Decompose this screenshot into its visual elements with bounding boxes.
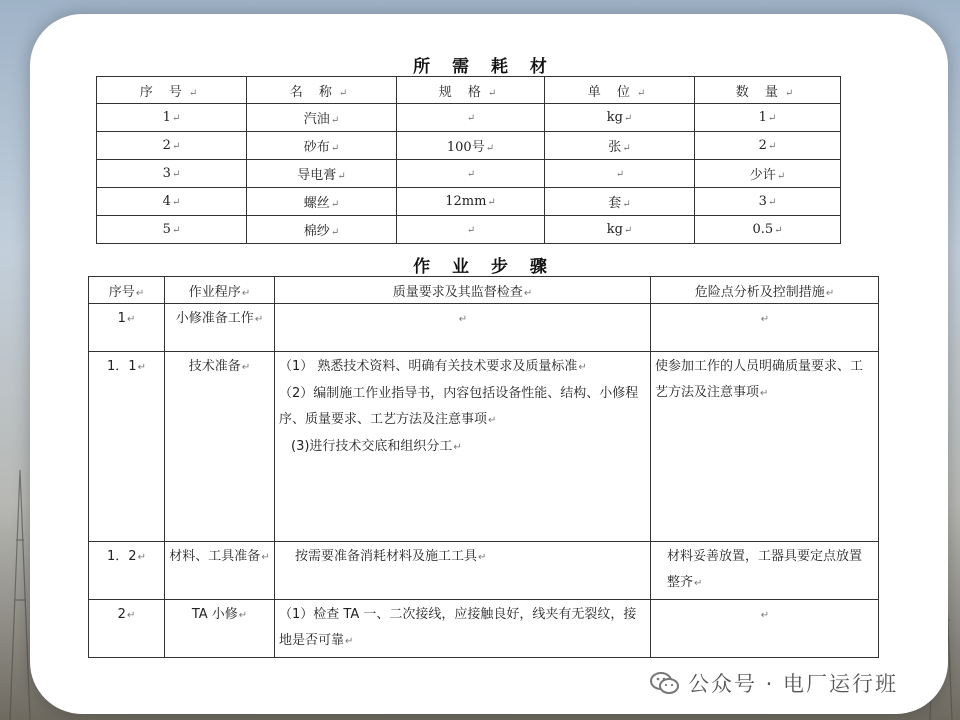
materials-row	[97, 188, 841, 216]
step-risk: 材料妥善放置，工器具要定点放置整齐↵	[651, 542, 879, 600]
materials-cell: 螺丝↵	[247, 188, 397, 216]
materials-row	[97, 104, 841, 132]
step-procedure: 小修准备工作↵	[165, 304, 275, 352]
materials-cell: 1↵	[97, 104, 247, 132]
steps-header-row	[89, 277, 879, 304]
materials-section	[88, 48, 880, 250]
materials-cell: 2↵	[695, 132, 841, 160]
quality-line: 按需要准备消耗材料及施工工具↵	[295, 549, 487, 564]
quality-line: （1） 熟悉技术资料、明确有关技术要求及质量标准↵	[279, 359, 587, 374]
step-risk: ↵	[651, 600, 879, 658]
materials-cell: ↵	[397, 216, 545, 244]
step-number: 1．1↵	[89, 352, 165, 542]
quality-line: （1）检查 TA 一、二次接线，应接触良好，线夹有无裂纹，接地是否可靠↵	[279, 607, 637, 648]
step-quality	[275, 352, 651, 542]
steps-table	[88, 276, 879, 658]
materials-cell: 12mm↵	[397, 188, 545, 216]
materials-cell: ↵	[545, 160, 695, 188]
materials-cell: ↵	[397, 104, 545, 132]
step-risk: ↵	[651, 304, 879, 352]
materials-row	[97, 216, 841, 244]
materials-cell: 2↵	[97, 132, 247, 160]
materials-row	[97, 160, 841, 188]
steps-row	[89, 352, 879, 542]
step-number: 2↵	[89, 600, 165, 658]
step-quality: ↵	[275, 304, 651, 352]
materials-cell: 5↵	[97, 216, 247, 244]
steps-header-cell: 作业程序↵	[165, 277, 275, 304]
materials-cell: 棉纱↵	[247, 216, 397, 244]
materials-cell: kg↵	[545, 104, 695, 132]
step-number: 1↵	[89, 304, 165, 352]
steps-title: 作 业 步 骤	[413, 257, 555, 277]
quality-line: (3)进行技术交底和组织分工↵	[291, 439, 462, 454]
materials-cell: 张↵	[545, 132, 695, 160]
step-quality	[275, 542, 651, 600]
step-procedure: 技术准备↵	[165, 352, 275, 542]
watermark-text: 公众号 · 电厂运行班	[688, 672, 899, 696]
materials-cell: 少许↵	[695, 160, 841, 188]
steps-header-cell: 危险点分析及控制措施↵	[651, 277, 879, 304]
step-quality	[275, 600, 651, 658]
materials-cell: ↵	[397, 160, 545, 188]
step-procedure: 材料、工具准备↵	[165, 542, 275, 600]
mat-header-cell: 单 位↵	[545, 77, 695, 104]
quality-line: （2）编制施工作业指导书，内容包括设备性能、结构、小修程序、质量要求、工艺方法及注意事项↵	[279, 386, 639, 427]
mat-header-cell: 名 称↵	[247, 77, 397, 104]
mat-header-cell: 数 量↵	[695, 77, 841, 104]
step-risk: 使参加工作的人员明确质量要求、工艺方法及注意事项↵	[651, 352, 879, 542]
materials-cell: 1↵	[695, 104, 841, 132]
materials-cell: 100号↵	[397, 132, 545, 160]
materials-title: 所 需 耗 材	[413, 57, 555, 77]
materials-cell: 套↵	[545, 188, 695, 216]
steps-row	[89, 600, 879, 658]
materials-cell: 3↵	[97, 160, 247, 188]
wechat-icon	[650, 671, 680, 695]
materials-cell: 4↵	[97, 188, 247, 216]
materials-row	[97, 132, 841, 160]
materials-cell: 砂布↵	[247, 132, 397, 160]
step-procedure: TA 小修↵	[165, 600, 275, 658]
watermark	[650, 666, 898, 700]
step-number: 1．2↵	[89, 542, 165, 600]
document-panel	[88, 48, 880, 660]
steps-row	[89, 542, 879, 600]
materials-cell: 导电膏↵	[247, 160, 397, 188]
materials-header-row	[97, 77, 841, 104]
steps-header-cell: 质量要求及其监督检查↵	[275, 277, 651, 304]
steps-header-cell: 序号↵	[89, 277, 165, 304]
materials-cell: 3↵	[695, 188, 841, 216]
materials-cell: kg↵	[545, 216, 695, 244]
steps-row	[89, 304, 879, 352]
materials-cell: 汽油↵	[247, 104, 397, 132]
materials-table	[96, 76, 841, 244]
mat-header-cell: 规 格↵	[397, 77, 545, 104]
mat-header-cell: 序 号↵	[97, 77, 247, 104]
materials-cell: 0.5↵	[695, 216, 841, 244]
